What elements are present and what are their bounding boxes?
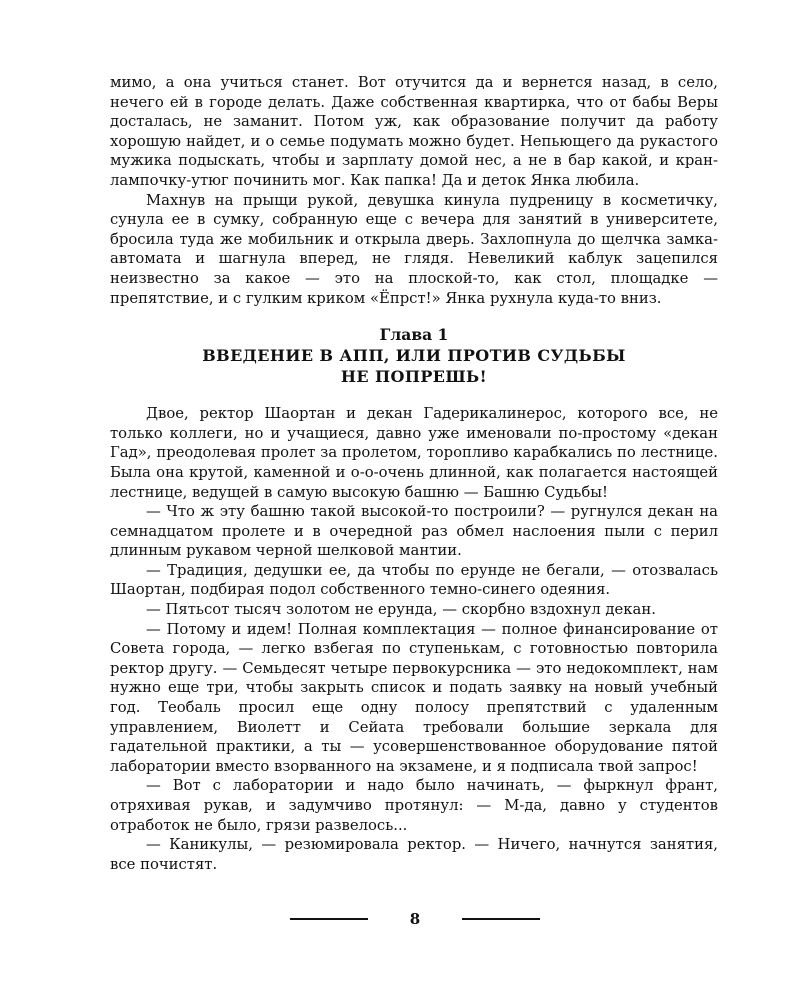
page-number: 8 [409, 910, 421, 928]
dialogue-line: — Что ж эту башню такой высокой-то построили? — ругнулся декан на семнадцатом пролете и в очередной раз обмел наслоения пыли с перил длинным рукавом черной шелковой мантии. [110, 503, 718, 560]
dialogue-line: — Пятьсот тысяч золотом не ерунда, — скорбно вздохнул декан. [146, 601, 656, 619]
dialogue-line: — Каникулы, — резюмировала ректор. — Ничего, начнутся занятия, все почистят. [110, 836, 718, 873]
chapter-title-line-1: ВВЕДЕНИЕ В АПП, ИЛИ ПРОТИВ СУДЬБЫ [202, 346, 626, 366]
chapter-number: Глава 1 [379, 325, 449, 345]
paragraph: Двое, ректор Шаортан и декан Гадерикалинерос, которого все, не только коллеги, но и учащиеся, давно уже именовали по-простому «декан Гад», преодолевая пролет за пролетом, торопливо карабкались по лестнице. Была она крутой, каменной и о-о-очень длинной, как полагается настоящей лестнице, ведущей в самую высокую башню — Башню Судьбы! [110, 405, 718, 501]
footer-rule-left [290, 918, 368, 920]
book-page [110, 73, 718, 874]
paragraph-continuation: мимо, а она учиться станет. Вот отучится да и вернется назад, в село, нечего ей в городе делать. Даже собственная квартирка, что от бабы Веры досталась, не заманит. Потом уж, как образование получит да работу хорошую найдет, и о семье подумать можно будет. Непьющего да рукастого мужика подыскать, чтобы и зарплату домой нес, а не в бар какой, и кран-лампочку-утюг починить мог. Как папка! Да и деток Янка любила. [110, 74, 718, 189]
paragraph: Махнув на прыщи рукой, девушка кинула пудреницу в косметичку, сунула ее в сумку, собранную еще с вечера для занятий в университете, бросила туда же мобильник и открыла дверь. Захлопнула до щелчка замка-автомата и шагнула вперед, не глядя. Невеликий каблук зацепился неизвестно за какое — это на плоской-то, как стол, площадке — препятствие, и с гулким криком «Ёпрст!» Янка рухнула куда-то вниз. [110, 191, 718, 307]
dialogue-line: — Традиция, дедушки ее, да чтобы по ерунде не бегали, — отозвалась Шаортан, подбирая подол собственного темно-синего одеяния. [110, 561, 718, 599]
page-footer [0, 908, 800, 932]
dialogue-line: — Вот с лаборатории и надо было начинать, — фыркнул франт, отряхивая рукав, и задумчиво протянул: — М-да, давно у студентов отработок не было, грязи развелось... [110, 777, 718, 834]
footer-rule-right [462, 918, 540, 920]
chapter-heading [110, 324, 718, 387]
chapter-title-line-2: НЕ ПОПРЕШЬ! [340, 367, 488, 387]
dialogue-line: — Потому и идем! Полная комплектация — полное финансирование от Совета города, — легко взбегая по ступенькам, с готовностью повторила ректор другу. — Семьдесят четыре первокурсника — это недокомплект, нам нужно еще три, чтобы закрыть список и подать заявку на новый учебный год. Теобаль просил еще одну полосу препятствий с удаленным управлением, Виолетт и Сейата требовали большие зеркала для гадательной практики, а ты — усовершенствованное оборудование пятой лаборатории вместо взорванного на экзамене, и я подписала твой запрос! [110, 620, 718, 775]
